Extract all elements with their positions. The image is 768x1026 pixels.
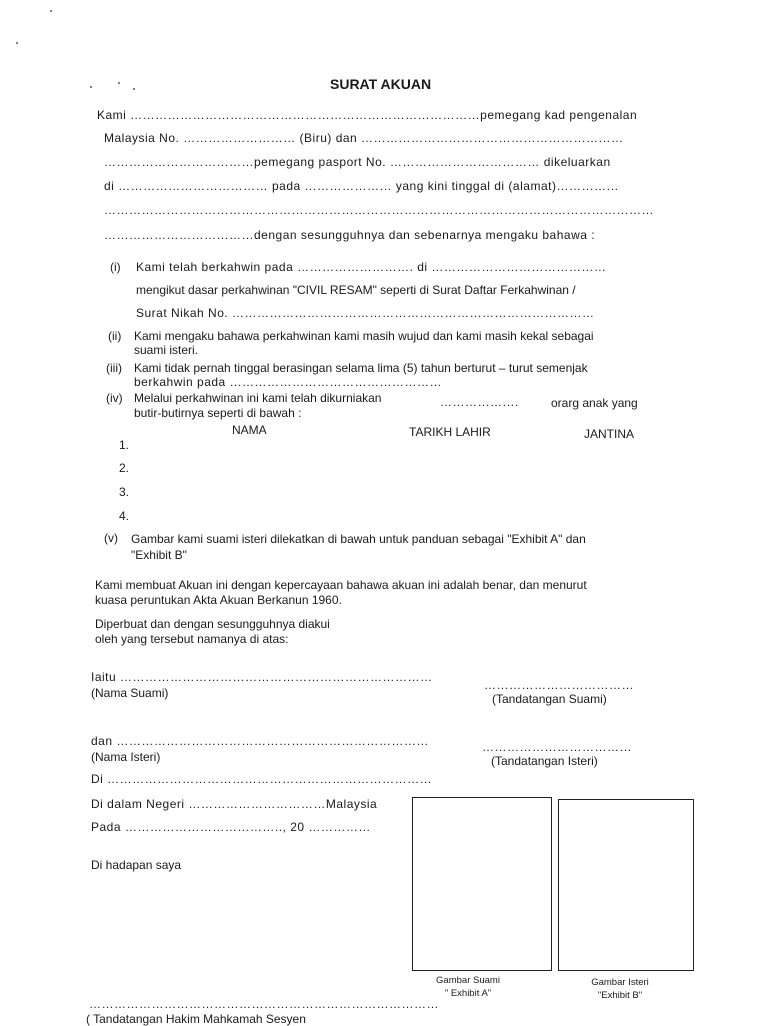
item-iv-number: (iv) <box>106 391 123 405</box>
intro-line-1: Kami …………………………………………………………………………pemegang kad pengenalan <box>97 108 638 122</box>
item-v-line-2: "Exhibit B" <box>131 548 187 562</box>
item-i-number: (i) <box>110 260 121 274</box>
item-v-number: (v) <box>104 531 118 545</box>
husband-signature-line: ……………………………… <box>484 678 634 692</box>
wife-photo-box <box>558 799 694 971</box>
item-ii-number: (ii) <box>108 329 122 343</box>
before-me-label: Di hadapan saya <box>91 858 182 872</box>
document-title: SURAT AKUAN <box>330 76 432 92</box>
husband-name-label: (Nama Suami) <box>91 686 169 700</box>
item-i-line-2: mengikut dasar perkahwinan "CIVIL RESAM" seperti di Surat Daftar Ferkahwinan / <box>136 283 576 297</box>
date-line: Pada ……………………………….., 20 …………… <box>91 820 371 834</box>
item-ii-line-2: suami isteri. <box>134 343 199 357</box>
wife-signature-label: (Tandatangan Isteri) <box>491 754 598 768</box>
child-row-number: 4. <box>119 509 130 523</box>
wife-photo-exhibit: "Exhibit B" <box>597 990 643 1001</box>
child-row-number: 1. <box>119 438 130 452</box>
item-iv-children-count: ………………. <box>440 395 519 409</box>
husband-photo-exhibit: " Exhibit A" <box>444 988 492 999</box>
scan-speck <box>133 88 135 90</box>
item-v-line-1: Gambar kami suami isteri dilekatkan di bawah untuk panduan sebagai "Exhibit A" dan <box>131 532 586 546</box>
husband-name-line: Iaitu ………………………………………………………………… <box>91 670 433 684</box>
husband-photo-box <box>412 797 552 971</box>
column-header-tarikh-lahir: TARIKH LAHIR <box>409 425 491 439</box>
item-iv-line-1: Melalui perkahwinan ini kami telah dikurniakan <box>134 391 382 405</box>
item-i-line-1: Kami telah berkahwin pada ………………………. di …………………………………… <box>136 260 607 274</box>
intro-line-4: di ……………………………… pada ………………… yang kini tinggal di (alamat)…………… <box>104 179 619 193</box>
declaration-line-1: Kami membuat Akuan ini dengan kepercayaan bahawa akuan ini adalah benar, dan menurut <box>95 578 587 592</box>
wife-name-line: dan ………………………………………………………………… <box>91 734 429 748</box>
sworn-line-1: Diperbuat dan dengan sesungguhnya diakui <box>95 617 330 631</box>
scan-speck <box>90 86 92 88</box>
item-ii-line-1: Kami mengaku bahawa perkahwinan kami masih wujud dan kami masih kekal sebagai <box>134 329 594 343</box>
child-row-number: 3. <box>119 485 130 499</box>
child-row-number: 2. <box>119 461 130 475</box>
item-iii-line-1: Kami tidak pernah tinggal berasingan selama lima (5) tahun berturut – turut semenjak <box>134 361 588 375</box>
wife-signature-line: ……………………………… <box>482 740 632 754</box>
judge-signature-label: ( Tandatangan Hakim Mahkamah Sesyen <box>86 1012 306 1026</box>
item-i-line-3: Surat Nikah No. …………………………………………………………………………… <box>136 306 595 320</box>
husband-photo-caption: Gambar Suami <box>436 975 500 986</box>
wife-photo-caption: Gambar Isteri <box>591 977 649 988</box>
item-iv-line-2: butir-butirnya seperti di bawah : <box>134 406 302 420</box>
scan-speck <box>50 10 52 12</box>
wife-name-label: (Nama Isteri) <box>91 750 161 764</box>
column-header-jantina: JANTINA <box>584 427 635 441</box>
scan-speck <box>118 82 120 84</box>
item-iii-number: (iii) <box>106 361 122 375</box>
intro-line-3: ………………………………pemegang pasport No. ……………………………… dikeluarkan <box>104 155 611 169</box>
state-line: Di dalam Negeri ……………………………Malaysia <box>91 797 378 811</box>
judge-signature-line: ………………………………………………………………………… <box>89 997 439 1011</box>
intro-line-5: …………………………………………………………………………………………………………………… <box>104 203 654 217</box>
intro-line-6: ………………………………dengan sesungguhnya dan sebenarnya mengaku bahawa : <box>104 228 596 242</box>
sworn-line-2: oleh yang tersebut namanya di atas: <box>95 632 289 646</box>
item-iii-line-2: berkahwin pada …………………………………………… <box>134 375 443 389</box>
column-header-nama: NAMA <box>232 423 267 437</box>
husband-signature-label: (Tandatangan Suami) <box>492 692 607 706</box>
place-line: Di …………………………………………………………………… <box>91 772 433 786</box>
item-iv-line-1-end: orarg anak yang <box>551 396 638 410</box>
intro-line-2: Malaysia No. ……………………… (Biru) dan ……………………………………………………… <box>104 131 624 145</box>
scan-speck <box>16 42 18 44</box>
declaration-line-2: kuasa peruntukan Akta Akuan Berkanun 1960. <box>95 593 342 607</box>
